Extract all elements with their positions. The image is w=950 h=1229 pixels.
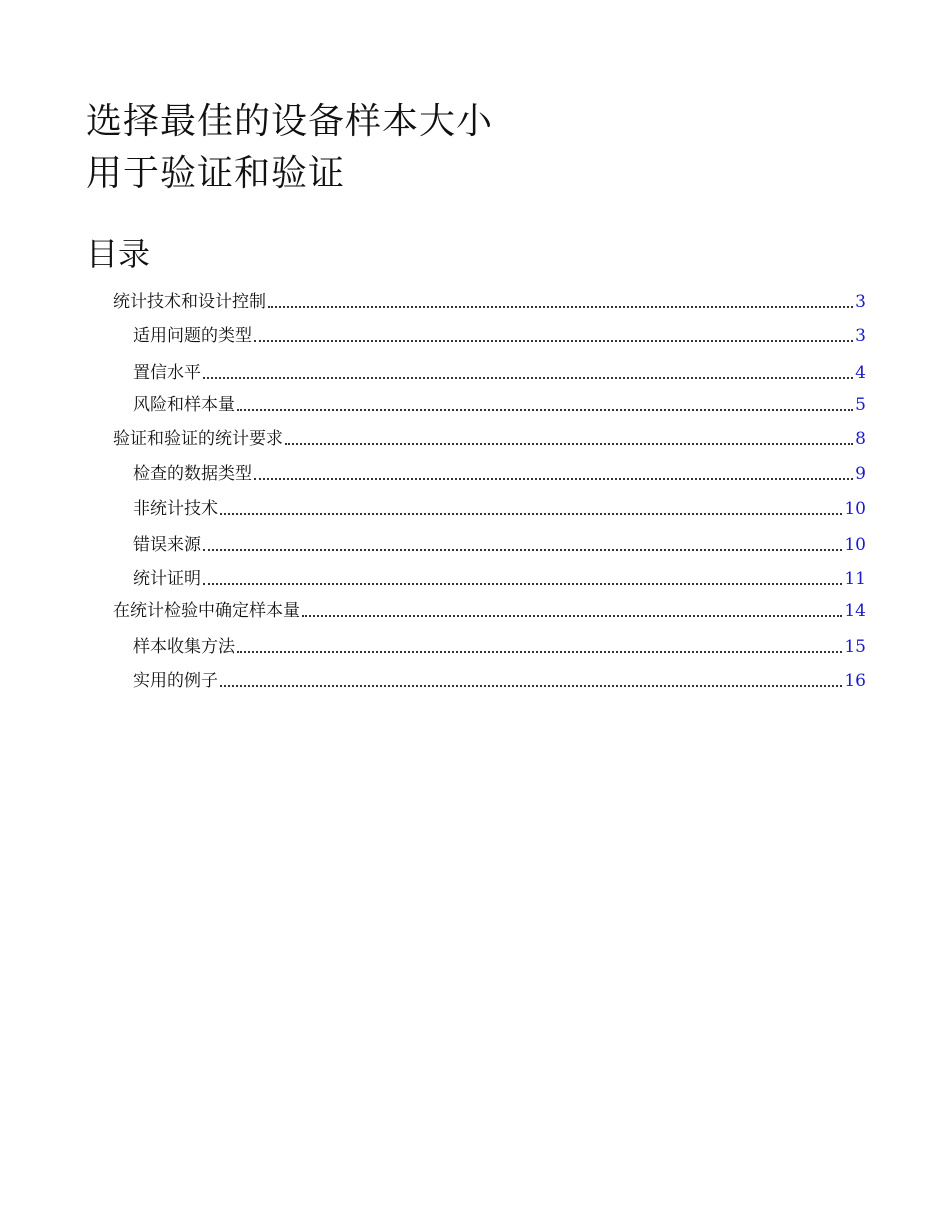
toc-page-link[interactable]: 3	[855, 292, 866, 312]
document-title-line-1: 选择最佳的设备样本大小	[86, 101, 494, 142]
toc-heading: 目录	[86, 235, 151, 273]
document-title	[86, 96, 493, 200]
toc-entry[interactable]	[133, 324, 866, 348]
toc-dot-leader	[203, 583, 842, 585]
toc-dot-leader	[285, 443, 853, 445]
toc-page-link[interactable]: 10	[844, 535, 866, 555]
toc-entry-label: 适用问题的类型	[133, 326, 252, 346]
toc-entry[interactable]	[133, 635, 866, 659]
toc-entry-label: 检查的数据类型	[133, 464, 252, 484]
toc-dot-leader	[237, 651, 842, 653]
toc-dot-leader	[302, 615, 842, 617]
toc-entry-label: 样本收集方法	[133, 637, 235, 657]
toc-entry-label: 非统计技术	[133, 499, 218, 519]
toc-entry-label: 风险和样本量	[133, 395, 235, 415]
toc-page-link[interactable]: 8	[855, 429, 866, 449]
toc-entry-label: 错误来源	[133, 535, 201, 555]
toc-page-link[interactable]: 10	[844, 499, 866, 519]
toc-entry[interactable]	[133, 533, 866, 557]
toc-page-link[interactable]: 4	[855, 363, 866, 383]
toc-page-link[interactable]: 9	[855, 464, 866, 484]
toc-dot-leader	[220, 685, 842, 687]
toc-entry-label: 在统计检验中确定样本量	[113, 601, 300, 621]
toc-entry[interactable]	[113, 290, 866, 314]
toc-dot-leader	[203, 549, 842, 551]
toc-entry[interactable]	[133, 567, 866, 591]
toc-entry-label: 统计技术和设计控制	[113, 292, 266, 312]
toc-dot-leader	[254, 478, 853, 480]
document-title-line-2: 用于验证和验证	[86, 153, 346, 194]
toc-entry-label: 验证和验证的统计要求	[113, 429, 283, 449]
toc-dot-leader	[237, 409, 853, 411]
toc-entry[interactable]	[133, 361, 866, 385]
toc-entry[interactable]	[133, 669, 866, 693]
toc-entry[interactable]	[133, 497, 866, 521]
toc-dot-leader	[254, 340, 853, 342]
toc-page-link[interactable]: 5	[855, 395, 866, 415]
toc-entry[interactable]	[113, 599, 866, 623]
toc-entry-label: 置信水平	[133, 363, 201, 383]
toc-page-link[interactable]: 16	[844, 671, 866, 691]
toc-entry[interactable]	[133, 393, 866, 417]
toc-page-link[interactable]: 14	[844, 601, 866, 621]
toc-dot-leader	[203, 377, 853, 379]
toc-dot-leader	[268, 306, 853, 308]
toc-dot-leader	[220, 513, 842, 515]
toc-entry-label: 统计证明	[133, 569, 201, 589]
toc-entry[interactable]	[133, 462, 866, 486]
toc-entry[interactable]	[113, 427, 866, 451]
toc-page-link[interactable]: 3	[855, 326, 866, 346]
toc-entry-label: 实用的例子	[133, 671, 218, 691]
toc-page-link[interactable]: 11	[844, 569, 866, 589]
toc-page-link[interactable]: 15	[844, 637, 866, 657]
